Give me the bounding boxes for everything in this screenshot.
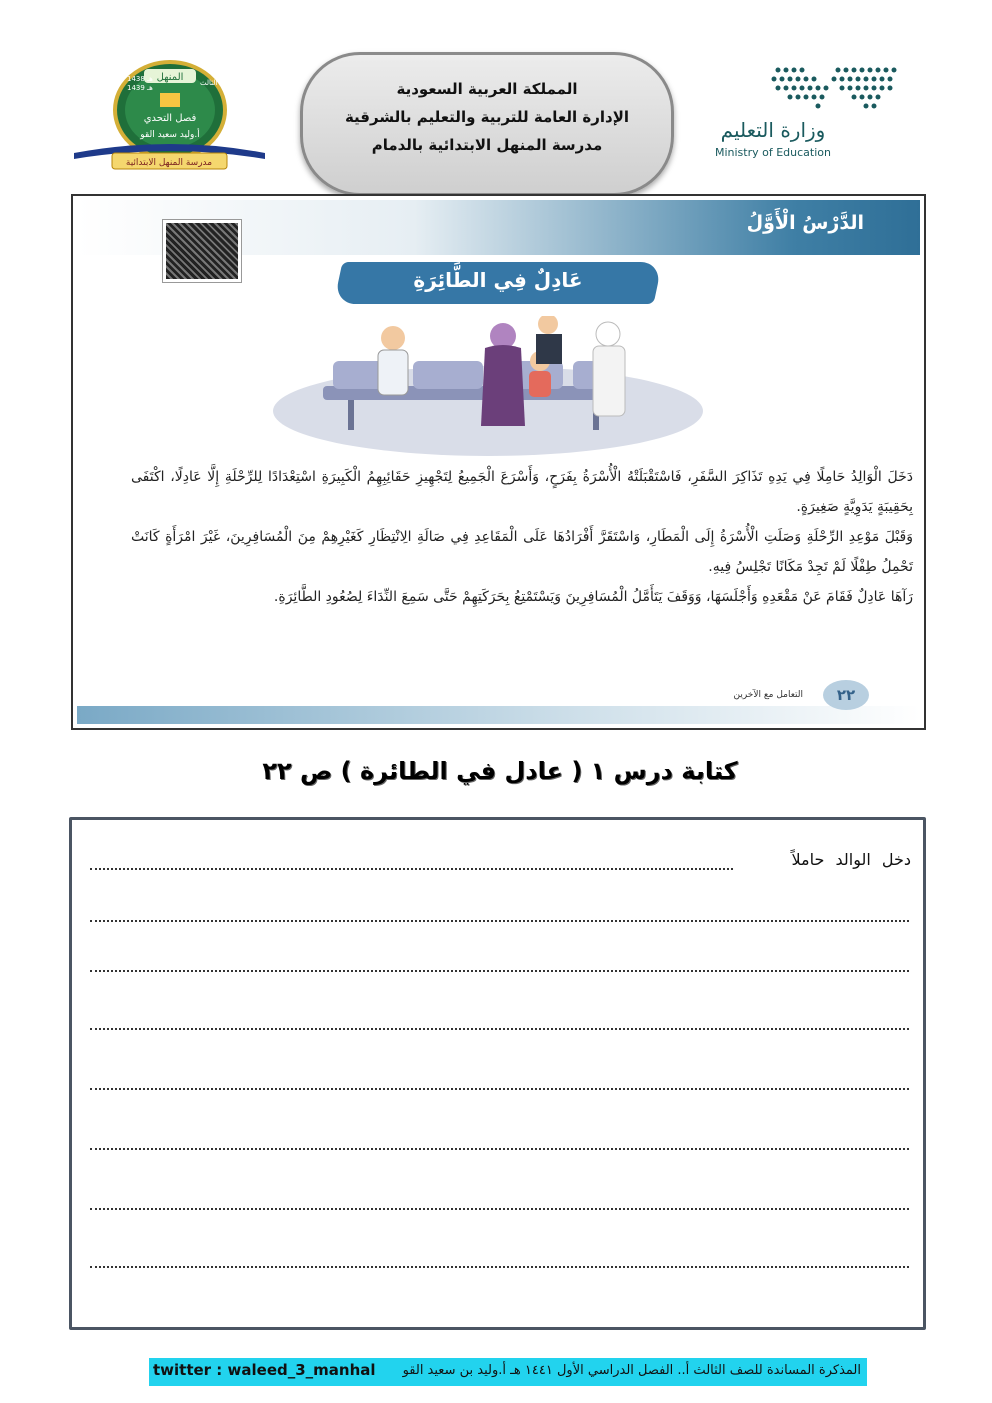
lesson-label: الدَّرْسُ الْأَوَّلُ	[746, 212, 864, 234]
ministry-name-arabic: وزارة التعليم	[720, 118, 826, 142]
qr-code-icon	[163, 220, 241, 282]
svg-text:المنهل: المنهل	[156, 72, 184, 83]
svg-text:1438 هـ: 1438 هـ	[127, 75, 153, 83]
writing-line[interactable]	[90, 1266, 909, 1268]
header-directorate: الإدارة العامة للتربية والتعليم بالشرقية	[344, 108, 630, 126]
textbook-footer-bar	[77, 706, 920, 724]
writing-line[interactable]	[90, 920, 909, 922]
family-airport-illustration	[263, 316, 703, 456]
lesson-paragraph-3: رَآهَا عَادِلٌ فَقَامَ عَنْ مَقْعَدِهِ وَأَجْلَسَهَا، وَوَقَفَ يَتَأَمَّلُ الْمُسَافِرِينَ وَيَسْتَمْتِعُ بِحَرَكَتِهِمْ حَتَّى سَمِعَ النِّدَاءَ لِصُعُودِ الطَّائِرَةِ.	[273, 589, 913, 605]
writing-line[interactable]	[90, 1028, 909, 1030]
writing-starter-text: دخل الوالد حاملاً	[791, 850, 911, 869]
writing-line[interactable]	[90, 1208, 909, 1210]
writing-line[interactable]	[90, 1148, 909, 1150]
textbook-page-number: ٢٢	[823, 680, 869, 710]
header-kingdom: المملكة العربية السعودية	[396, 80, 578, 98]
textbook-page	[71, 194, 926, 730]
school-logo-name-text: مدرسة المنهل الابتدائية	[125, 158, 213, 168]
lesson-paragraph-1: دَخَلَ الْوَالِدُ حَامِلًا فِي يَدِهِ تَذَاكِرَ السَّفَرِ، فَاسْتَقْبَلَتْهُ الْأُسْرَةُ بِفَرَحٍ، وَأَسْرَعَ الْجَمِيعُ لِتَجْهِيزِ حَقَائِبِهِمُ الْكَبِيرَةِ اسْتِعْدَادًا لِلرِّحْلَةِ إِلَّا عَادِلًا، اكْتَفَى بِحَقِيبَةٍ يَدَوِيَّةٍ صَغِيرَةٍ.	[131, 469, 913, 515]
svg-text:الثالث: الثالث	[200, 79, 218, 87]
school-logo	[72, 55, 267, 175]
writing-box	[69, 817, 926, 1330]
svg-text:فصل التحدي: فصل التحدي	[143, 113, 197, 124]
writing-line[interactable]	[90, 970, 909, 972]
ministry-name-english: Ministry of Education	[714, 146, 831, 159]
lesson-paragraph-2: وَقَبْلَ مَوْعِدِ الرِّحْلَةِ وَصَلَتِ الْأُسْرَةُ إِلَى الْمَطَارِ، وَاسْتَقَرَّ أَفْرَادُهَا عَلَى الْمَقَاعِدِ فِي صَالَةِ الِانْتِظَارِ كَغَيْرِهِمْ مِنَ الْمُسَافِرِينَ، غَيْرَ امْرَأَةٍ كَانَتْ تَحْمِلُ طِفْلًا لَمْ تَجِدْ مَكَانًا تَجْلِسُ فِيهِ.	[131, 529, 913, 575]
footer-bar	[149, 1358, 867, 1386]
writing-line[interactable]	[90, 868, 733, 870]
svg-text:1439 هـ: 1439 هـ	[127, 84, 153, 92]
lesson-title: عَادِلٌ فِي الطَّائِرَةِ	[413, 268, 583, 292]
footer-twitter-handle: twitter : waleed_3_manhal	[153, 1361, 376, 1379]
writing-line[interactable]	[90, 1088, 909, 1090]
textbook-footer-caption: التعامل مع الآخرين	[733, 690, 803, 700]
header-badge	[300, 52, 674, 196]
lesson-text	[131, 462, 913, 612]
svg-text:أ.وليد سعيد القو: أ.وليد سعيد القو	[140, 130, 200, 140]
footer-note: المذكرة المساندة للصف الثالث أ.. الفصل الدراسي الأول ١٤٤١ هـ أ.وليد بن سعيد القو	[402, 1363, 861, 1378]
header-school: مدرسة المنهل الابتدائية بالدمام	[371, 136, 603, 154]
task-heading: كتابة درس ١ ( عادل في الطائرة ) ص ٢٢	[262, 757, 738, 785]
